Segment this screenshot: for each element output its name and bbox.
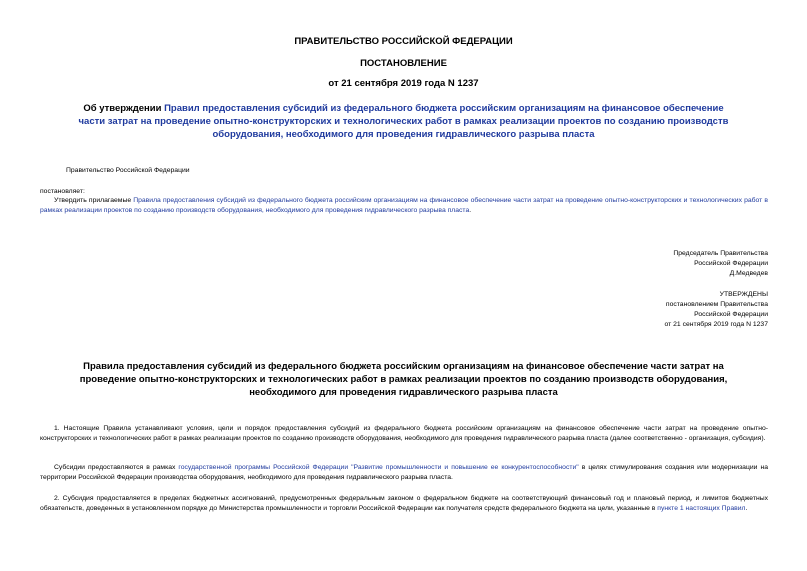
- approved-date: от 21 сентября 2019 года N 1237: [664, 321, 768, 328]
- document-title: [70, 102, 737, 141]
- paragraph-2-suffix: в целях стимулирования создания или модернизации на территории Российской Федерации производства оборудования, необходимого для проведения гидравлического разрыва пласта.: [40, 464, 768, 481]
- paragraph-2: [40, 463, 768, 483]
- title-prefix: Об утверждении: [83, 103, 165, 114]
- approved-by: постановлением Правительства: [665, 301, 768, 308]
- document-type-heading: ПОСТАНОВЛЕНИЕ: [360, 58, 447, 69]
- approve-rules-link[interactable]: Правила предоставления субсидий из федерального бюджета российским организациям на финансовое обеспечение части затрат на проведение опытно-конструкторских и технологических работ в рамках реализации проектов по созданию производств оборудования, необходимого для проведения гидравлического разрыва пласта: [40, 197, 768, 214]
- paragraph-3: [40, 494, 768, 514]
- paragraph-1: 1. Настоящие Правила устанавливают условия, цели и порядок предоставления субсидий из федерального бюджета российским организациям на финансовое обеспечение части затрат на проведение опытно-конструкторских и технологических работ в рамках реализации проектов по созданию производств оборудования, необходимого для проведения гидравлического разрыва пласта (далее соответственно - организация, субсидия).: [40, 425, 768, 442]
- paragraph-2-prefix: Субсидии предоставляются в рамках: [54, 464, 179, 471]
- approved-country: Российской Федерации: [694, 311, 768, 318]
- approved-heading: УТВЕРЖДЕНЫ: [719, 291, 768, 298]
- paragraph-3-prefix: 2. Субсидия предоставляется в пределах бюджетных ассигнований, предусмотренных федеральным законом о федеральном бюджете на соответствующий финансовый год и плановый период, и лимитов бюджетных обязательств, доведенных в установленном порядке до Министерства промышленности и торговли Российской Федерации как получателя средств федерального бюджета на цели, указанные в: [40, 495, 768, 512]
- signature-block: [520, 249, 768, 279]
- government-heading: ПРАВИТЕЛЬСТВО РОССИЙСКОЙ ФЕДЕРАЦИИ: [294, 36, 513, 47]
- title-rules-link[interactable]: Правил предоставления субсидий из федерального бюджета российским организациям на финансовое обеспечение части затрат на проведение опытно-конструкторских и технологических работ в рамках реализации проектов по созданию производств оборудования, необходимого для проведения гидравлического разрыва пласта: [78, 103, 729, 140]
- approve-prefix: Утвердить прилагаемые: [54, 197, 134, 204]
- approve-paragraph: [40, 196, 768, 216]
- signature-country: Российской Федерации: [694, 260, 768, 267]
- signature-name: Д.Медведев: [729, 270, 768, 277]
- paragraph-3-suffix: .: [745, 505, 748, 512]
- signature-position: Председатель Правительства: [673, 250, 768, 257]
- issuer-text: Правительство Российской Федерации: [66, 167, 190, 174]
- state-program-link[interactable]: государственной программы Российской Федерации "Развитие промышленности и повышение ее конкурентоспособности": [178, 464, 579, 471]
- document-date-number: от 21 сентября 2019 года N 1237: [328, 78, 479, 89]
- approved-block: [520, 290, 768, 330]
- clause-1-link[interactable]: пункте 1 настоящих Правил: [657, 505, 746, 512]
- approve-suffix: .: [469, 207, 472, 214]
- rules-title: Правила предоставления субсидий из федерального бюджета российским организациям на финансовое обеспечение части затрат на проведение опытно-конструкторских и технологических работ в рамках реализации проектов по созданию производств оборудования, необходимого для проведения гидравлического разрыва пласта: [79, 361, 728, 398]
- decides-text: постановляет:: [40, 188, 85, 195]
